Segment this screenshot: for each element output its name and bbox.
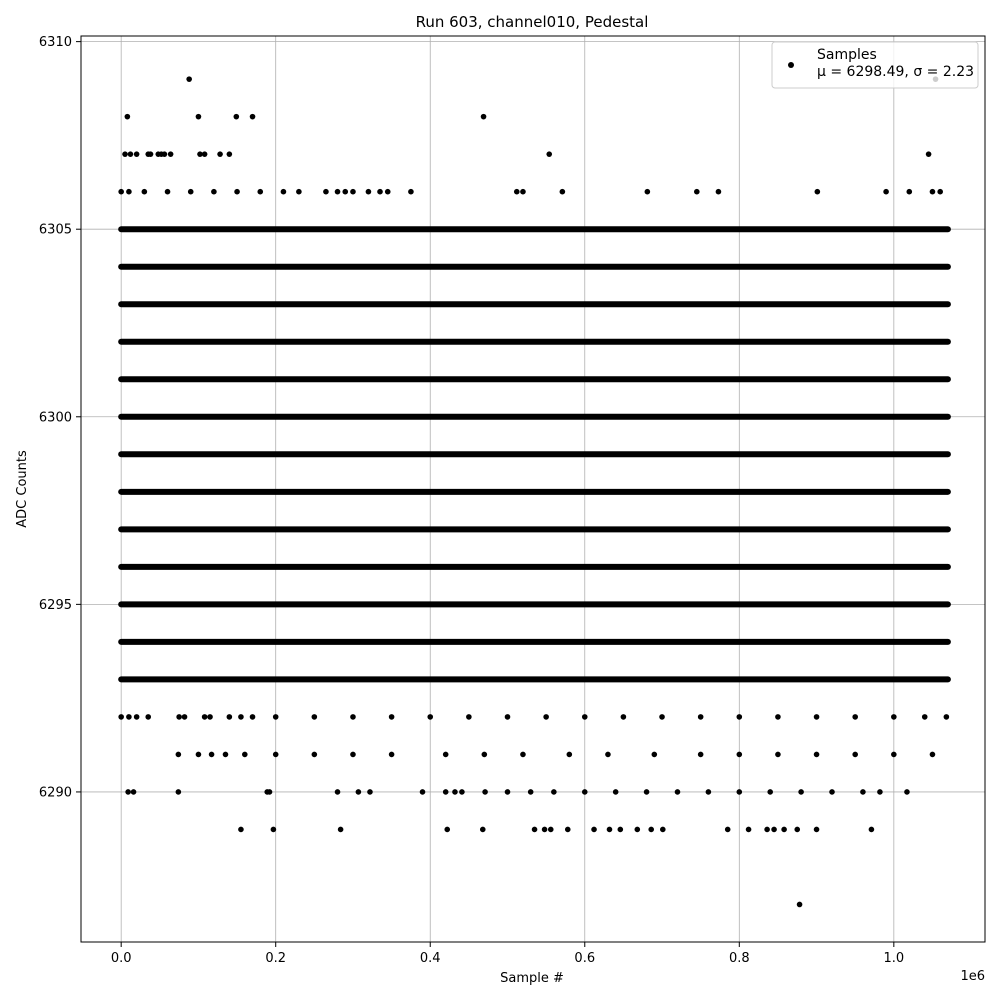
sample-point — [797, 902, 803, 908]
sample-point — [335, 189, 341, 195]
sample-point — [312, 752, 318, 758]
sample-point — [165, 189, 171, 195]
sample-point — [238, 714, 244, 720]
sample-point — [814, 714, 820, 720]
legend-label: Samples — [817, 47, 877, 63]
sample-point — [930, 189, 936, 195]
sample-point — [944, 714, 950, 720]
sample-point — [775, 752, 781, 758]
sample-point — [209, 752, 215, 758]
sample-point — [764, 827, 770, 833]
sample-point — [296, 189, 302, 195]
sample-point — [122, 151, 128, 157]
sample-point — [444, 827, 450, 833]
sample-point — [736, 714, 742, 720]
sample-point — [176, 789, 182, 795]
sample-point — [607, 827, 613, 833]
sample-point — [134, 714, 140, 720]
sample-point — [891, 714, 897, 720]
sample-point — [257, 189, 263, 195]
sample-point — [520, 189, 526, 195]
sample-point — [202, 151, 208, 157]
sample-point — [869, 827, 875, 833]
y-tick-label: 6290 — [38, 785, 72, 801]
sample-point — [481, 114, 487, 120]
y-tick-label: 6305 — [38, 222, 72, 238]
sample-point — [514, 189, 520, 195]
sample-point — [377, 189, 383, 195]
sample-point — [548, 827, 554, 833]
y-tick-label: 6310 — [38, 35, 72, 51]
sample-point — [648, 827, 654, 833]
sample-point — [223, 752, 229, 758]
sample-point — [883, 189, 889, 195]
sample-point — [582, 714, 588, 720]
sample-point — [877, 789, 883, 795]
sample-point — [211, 189, 217, 195]
sample-point — [605, 752, 611, 758]
x-tick-label: 0.6 — [574, 951, 596, 966]
sample-point — [273, 752, 279, 758]
sample-point — [891, 752, 897, 758]
sample-point — [408, 189, 414, 195]
sample-point — [350, 752, 356, 758]
sample-point — [532, 827, 538, 833]
sample-point — [698, 752, 704, 758]
y-tick-label: 6295 — [38, 597, 72, 613]
sample-point — [250, 714, 256, 720]
sample-point — [551, 789, 557, 795]
sample-point — [922, 714, 928, 720]
sample-point — [250, 114, 256, 120]
sample-point — [242, 752, 248, 758]
sample-point — [930, 752, 936, 758]
sample-point — [798, 789, 804, 795]
x-tick-label: 0.2 — [265, 951, 287, 966]
sample-point — [186, 76, 192, 82]
sample-point — [781, 827, 787, 833]
sample-point — [716, 189, 722, 195]
sample-point — [118, 189, 124, 195]
sample-point — [736, 789, 742, 795]
sample-point — [706, 789, 712, 795]
y-axis-label: ADC Counts — [15, 450, 30, 528]
sample-point — [366, 189, 372, 195]
sample-point — [227, 714, 233, 720]
sample-point — [125, 114, 131, 120]
sample-point — [860, 789, 866, 795]
x-axis-label: Sample # — [500, 971, 564, 986]
sample-point — [852, 752, 858, 758]
x-axis-offset-text: 1e6 — [960, 969, 985, 984]
sample-point — [520, 752, 526, 758]
sample-point — [904, 789, 910, 795]
sample-point — [675, 789, 681, 795]
sample-point — [281, 189, 287, 195]
sample-point — [389, 752, 395, 758]
sample-point — [267, 789, 273, 795]
sample-point — [273, 714, 279, 720]
sample-point — [815, 189, 821, 195]
sample-point — [505, 789, 511, 795]
sample-point — [937, 189, 943, 195]
sample-point — [142, 189, 148, 195]
sample-point — [698, 714, 704, 720]
sample-point — [543, 714, 549, 720]
sample-point — [814, 752, 820, 758]
sample-point — [238, 827, 244, 833]
x-tick-label: 0.0 — [110, 951, 132, 966]
sample-point — [338, 827, 344, 833]
sample-point — [746, 827, 752, 833]
sample-point — [420, 789, 426, 795]
sample-point — [125, 789, 131, 795]
sample-point — [459, 789, 465, 795]
sample-point — [427, 714, 433, 720]
sample-point — [652, 752, 658, 758]
sample-point — [148, 151, 154, 157]
sample-point — [644, 789, 650, 795]
sample-point — [188, 189, 194, 195]
y-tick-label: 6300 — [38, 410, 72, 426]
sample-point — [217, 151, 223, 157]
sample-point — [560, 189, 566, 195]
sample-point — [505, 714, 511, 720]
sample-point — [128, 151, 134, 157]
sample-point — [367, 789, 373, 795]
sample-point — [725, 827, 731, 833]
sample-point — [168, 151, 174, 157]
sample-point — [176, 752, 182, 758]
sample-point — [775, 714, 781, 720]
sample-point — [134, 151, 140, 157]
sample-point — [234, 189, 240, 195]
sample-point — [618, 827, 624, 833]
sample-point — [118, 714, 124, 720]
sample-point — [771, 827, 777, 833]
sample-point — [582, 789, 588, 795]
sample-point — [443, 752, 449, 758]
sample-point — [131, 789, 137, 795]
x-tick-label: 0.8 — [728, 951, 750, 966]
sample-point — [207, 714, 213, 720]
sample-point — [227, 151, 233, 157]
sample-point — [906, 189, 912, 195]
sample-point — [565, 827, 571, 833]
sample-point — [482, 789, 488, 795]
sample-point — [852, 714, 858, 720]
sample-point — [202, 714, 208, 720]
chart-title: Run 603, channel010, Pedestal — [415, 13, 649, 31]
sample-point — [350, 714, 356, 720]
sample-point — [926, 151, 932, 157]
sample-point — [613, 789, 619, 795]
sample-point — [480, 827, 486, 833]
sample-point — [389, 714, 395, 720]
sample-point — [271, 827, 277, 833]
sample-point — [234, 114, 240, 120]
sample-point — [162, 151, 168, 157]
sample-point — [694, 189, 700, 195]
sample-point — [659, 714, 665, 720]
legend — [772, 42, 978, 88]
sample-point — [356, 789, 362, 795]
sample-point — [176, 714, 182, 720]
sample-point — [126, 189, 132, 195]
sample-point — [567, 752, 573, 758]
sample-point — [829, 789, 835, 795]
sample-point — [182, 714, 188, 720]
x-tick-label: 0.4 — [419, 951, 441, 966]
sample-point — [635, 827, 641, 833]
sample-point — [621, 714, 627, 720]
sample-point — [196, 752, 202, 758]
sample-point — [794, 827, 800, 833]
sample-point — [312, 714, 318, 720]
sample-point — [528, 789, 534, 795]
sample-point — [542, 827, 548, 833]
sample-point — [443, 789, 449, 795]
sample-point — [814, 827, 820, 833]
sample-point — [145, 714, 151, 720]
sample-point — [335, 789, 341, 795]
sample-point — [385, 189, 391, 195]
sample-point — [482, 752, 488, 758]
sample-point — [736, 752, 742, 758]
legend-stats: μ = 6298.49, σ = 2.23 — [817, 64, 975, 80]
sample-point — [645, 189, 651, 195]
sample-point — [342, 189, 348, 195]
sample-point — [546, 151, 552, 157]
sample-point — [196, 114, 202, 120]
sample-point — [767, 789, 773, 795]
sample-point — [323, 189, 329, 195]
sample-point — [126, 714, 132, 720]
sample-point — [452, 789, 458, 795]
sample-point — [350, 189, 356, 195]
sample-point — [591, 827, 597, 833]
legend-marker — [788, 62, 794, 68]
x-tick-label: 1.0 — [883, 951, 905, 966]
sample-point — [660, 827, 666, 833]
sample-point — [466, 714, 472, 720]
